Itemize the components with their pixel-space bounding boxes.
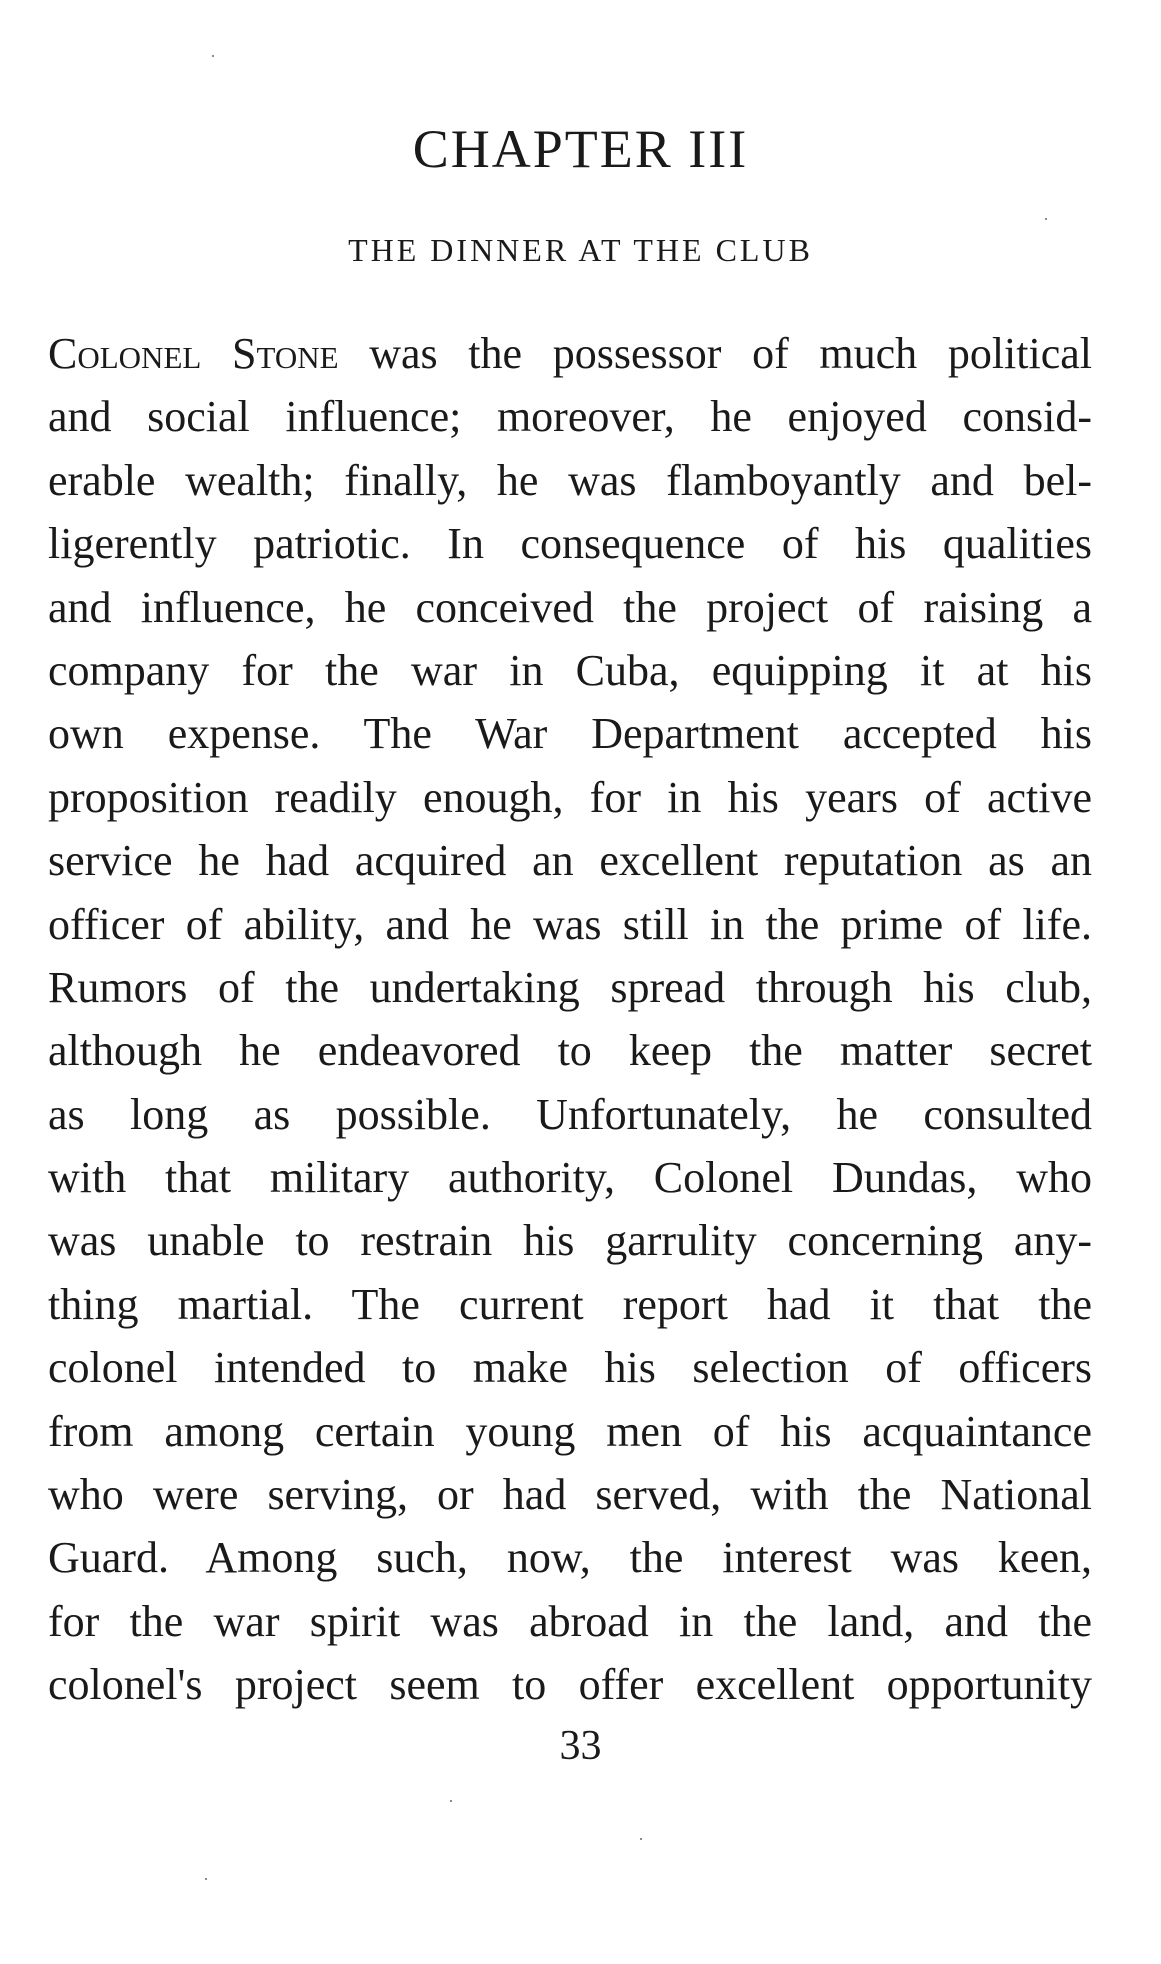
text-line-content: from among certain young men of his acquaintance <box>48 1406 1092 1456</box>
text-line-content: service he had acquired an excellent reputation as an <box>48 836 1092 886</box>
text-line <box>48 893 1092 956</box>
text-line-content: colonel's project seem to offer excellent opportunity <box>48 1660 1092 1710</box>
text-line-content: own expense. The War Department accepted his <box>48 709 1092 759</box>
body-text <box>48 322 1092 1717</box>
print-speck <box>640 1838 642 1840</box>
opening-smallcaps: Colonel Stone <box>48 329 339 378</box>
text-line <box>48 576 1092 639</box>
text-line <box>48 1526 1092 1589</box>
text-line <box>48 956 1092 1019</box>
text-line <box>48 1653 1092 1716</box>
page-number: 33 <box>559 1723 602 1769</box>
text-line <box>48 1209 1092 1272</box>
text-line-content: ligerently patriotic. In consequence of his qualities <box>48 519 1092 569</box>
text-line <box>48 829 1092 892</box>
print-speck <box>450 1800 452 1802</box>
text-line-content: who were serving, or had served, with the National <box>48 1470 1092 1520</box>
text-line <box>48 1400 1092 1463</box>
text-line-content: although he endeavored to keep the matter secret <box>48 1026 1092 1076</box>
text-line <box>48 449 1092 512</box>
text-line-content: erable wealth; finally, he was flamboyantly and bel- <box>48 455 1092 505</box>
text-line-content: as long as possible. Unfortunately, he consulted <box>48 1089 1092 1139</box>
text-line <box>48 512 1092 575</box>
text-line <box>48 1590 1092 1653</box>
text-line <box>48 702 1092 765</box>
text-line-content: and social influence; moreover, he enjoyed consid- <box>48 392 1092 442</box>
text-line-content: thing martial. The current report had it that the <box>48 1279 1092 1329</box>
text-line-content: colonel intended to make his selection of officers <box>48 1343 1092 1393</box>
text-line <box>48 1146 1092 1209</box>
text-line <box>48 1083 1092 1146</box>
text-line-content: was the possessor of much political <box>338 329 1092 378</box>
text-line <box>48 1336 1092 1399</box>
text-line-content: proposition readily enough, for in his years of active <box>48 772 1092 822</box>
chapter-title: THE DINNER AT THE CLUB <box>348 232 813 268</box>
text-line <box>48 1463 1092 1526</box>
text-line <box>48 766 1092 829</box>
text-line <box>48 322 1092 385</box>
text-line-content: for the war spirit was abroad in the land, and the <box>48 1596 1092 1646</box>
text-line <box>48 1273 1092 1336</box>
text-line-content: company for the war in Cuba, equipping it at his <box>48 645 1092 695</box>
text-line-content: officer of ability, and he was still in the prime of life. <box>48 899 1092 949</box>
text-line-content: was unable to restrain his garrulity concerning any- <box>48 1216 1092 1266</box>
text-line-content: with that military authority, Colonel Dundas, who <box>48 1153 1092 1203</box>
text-line <box>48 385 1092 448</box>
print-speck <box>1045 218 1047 220</box>
text-line-content: and influence, he conceived the project of raising a <box>48 582 1092 632</box>
print-speck <box>212 55 214 57</box>
text-line-content: Rumors of the undertaking spread through his club, <box>48 962 1092 1012</box>
text-line-content: Guard. Among such, now, the interest was keen, <box>48 1533 1092 1583</box>
text-line <box>48 1019 1092 1082</box>
chapter-heading: CHAPTER III <box>412 119 749 179</box>
print-speck <box>205 1878 207 1880</box>
text-line <box>48 639 1092 702</box>
